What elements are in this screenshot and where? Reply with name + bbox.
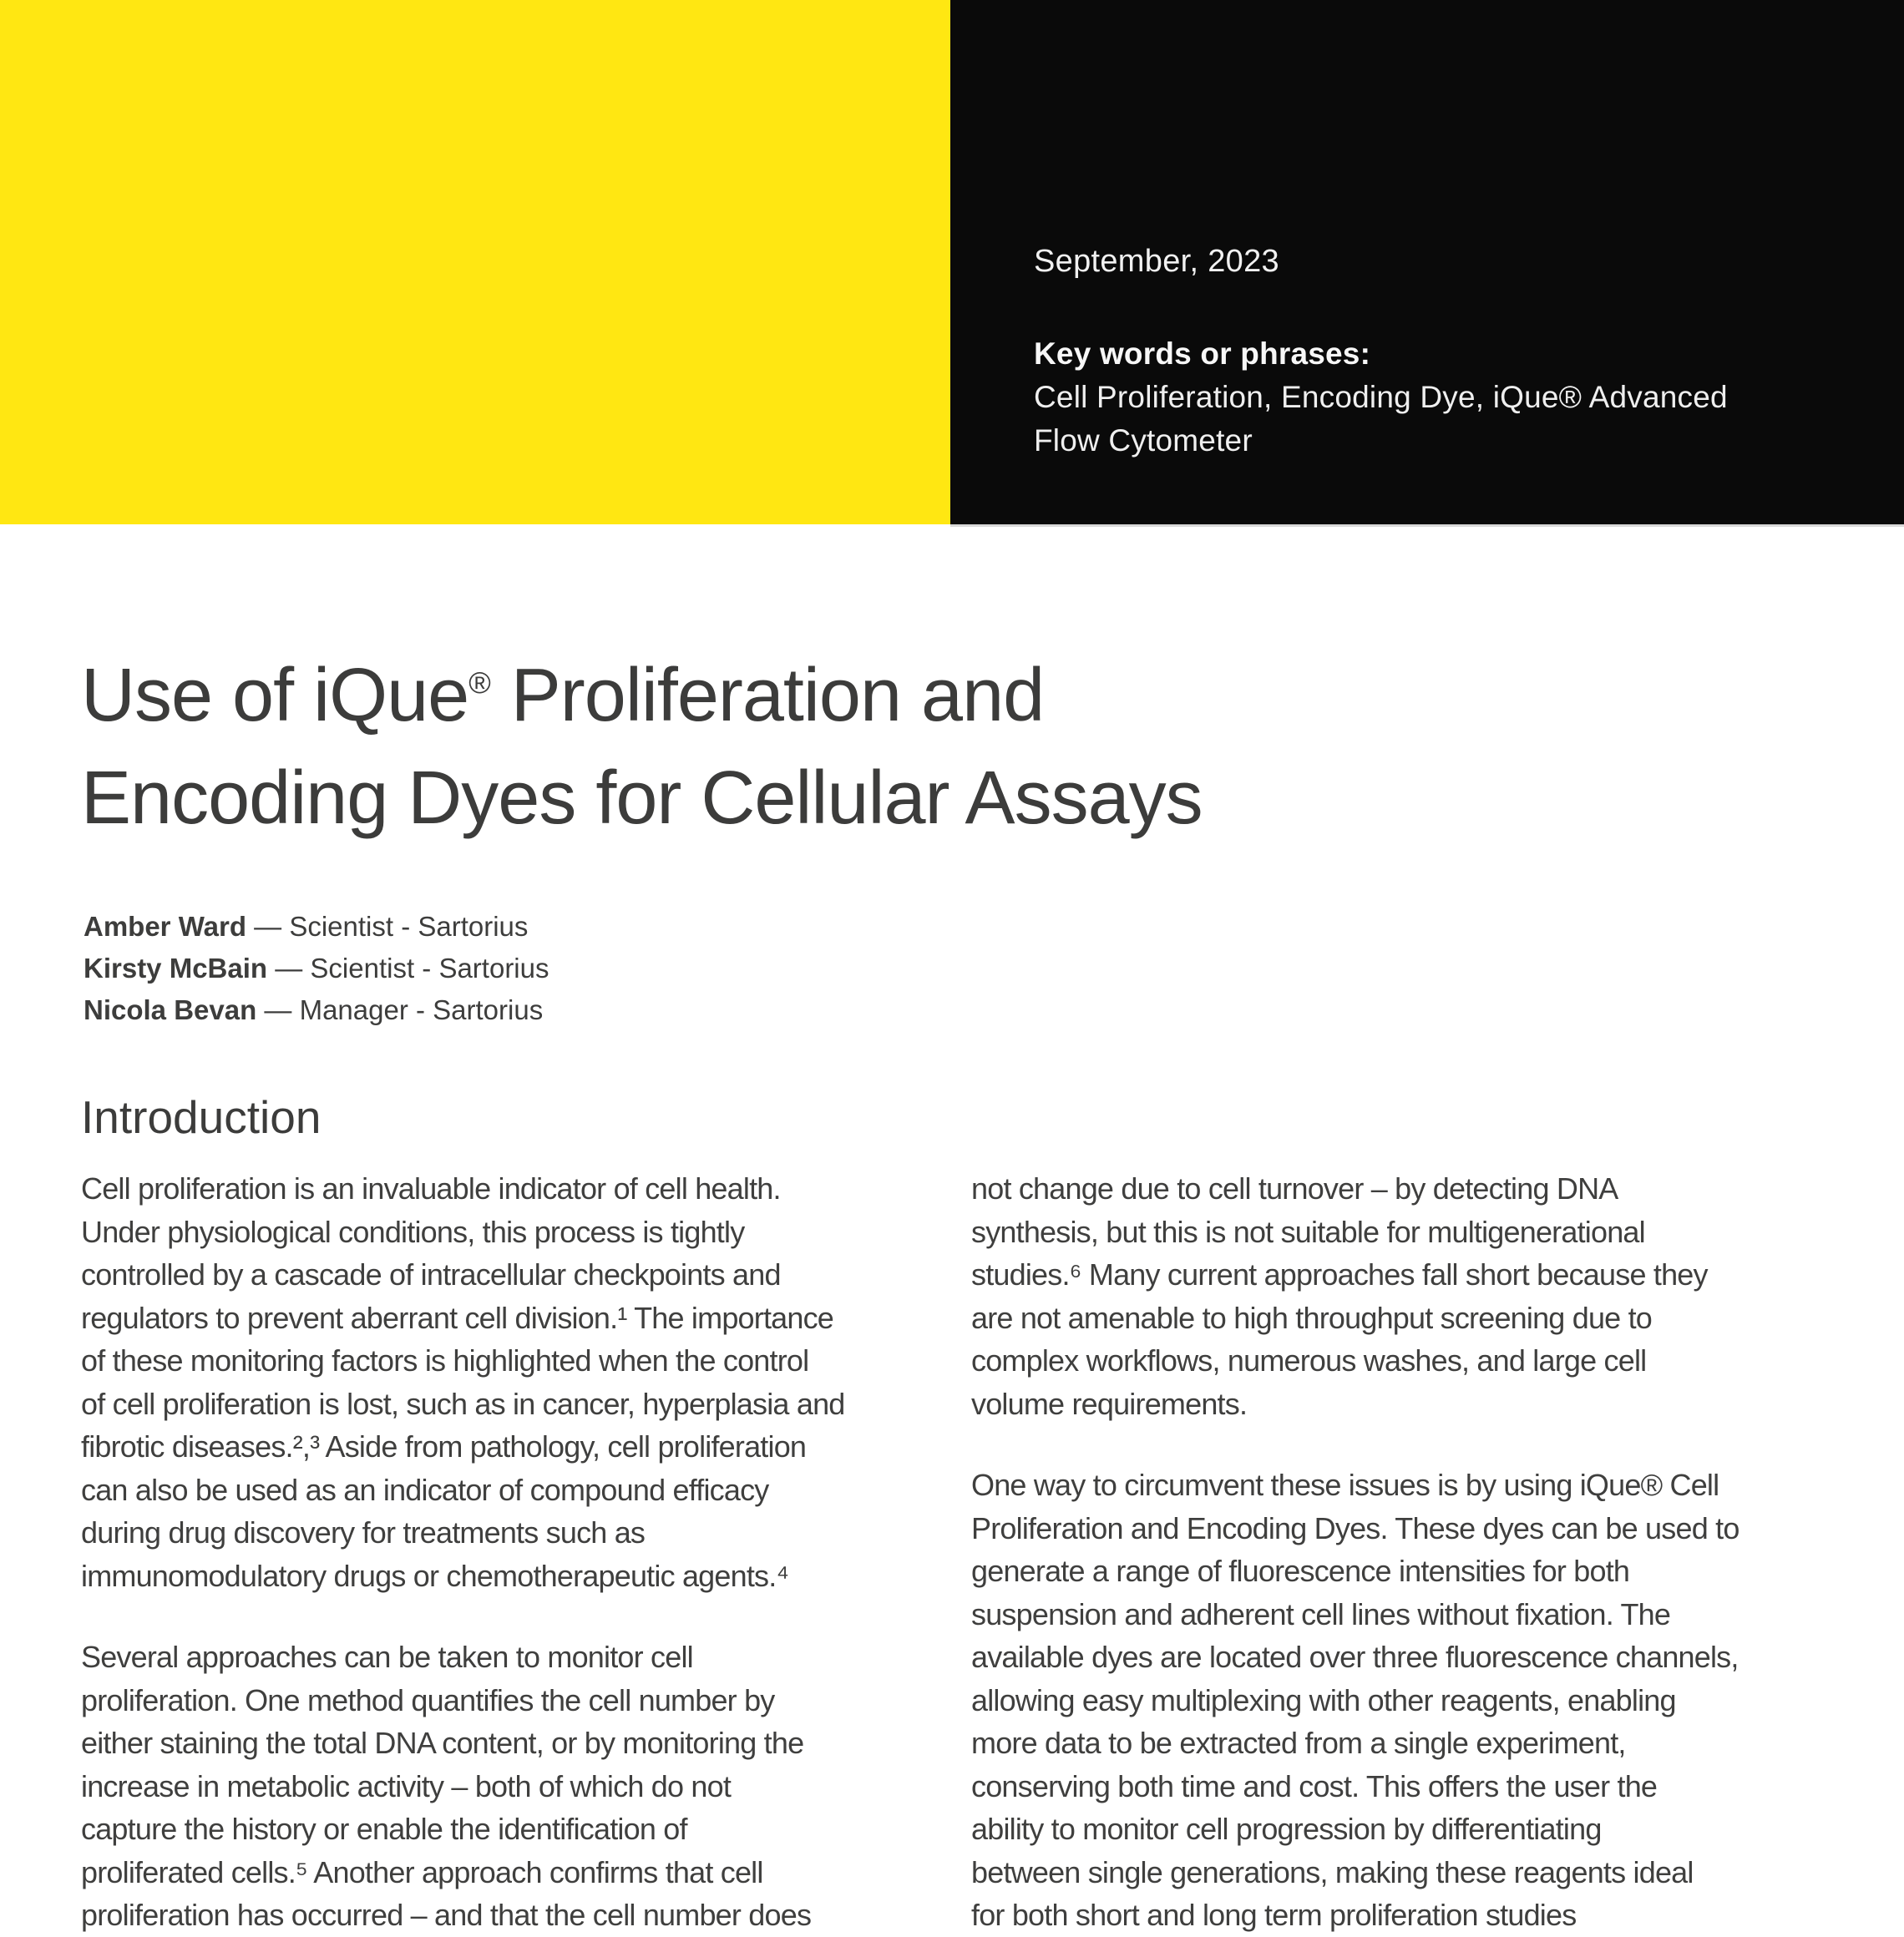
body-line: fibrotic diseases.²,³ Aside from pathology, cell proliferation	[81, 1429, 807, 1464]
keywords-label: Key words or phrases:	[1034, 336, 1371, 371]
body-line: synthesis, but this is not suitable for multigenerational	[971, 1214, 1645, 1249]
brand-yellow-block	[0, 0, 950, 524]
body-line: complex workflows, numerous washes, and large cell	[971, 1343, 1647, 1378]
body-line: between single generations, making these reagents ideal	[971, 1854, 1694, 1889]
title-text: Use of iQue	[81, 654, 469, 737]
body-line: increase in metabolic activity – both of which do not	[81, 1768, 732, 1803]
body-line: immunomodulatory drugs or chemotherapeutic agents.⁴	[81, 1558, 789, 1593]
title-line1	[81, 654, 1044, 737]
body-line: allowing easy multiplexing with other reagents, enabling	[971, 1682, 1676, 1717]
body-line: capture the history or enable the identification of	[81, 1812, 687, 1846]
author-role: — Scientist - Sartorius	[267, 953, 549, 984]
author-name: Nicola Bevan	[84, 994, 257, 1025]
banner-bottom-divider	[950, 524, 1904, 527]
body-line: regulators to prevent aberrant cell division.¹ The importance	[81, 1300, 834, 1335]
body-line: generate a range of fluorescence intensities for both	[971, 1554, 1630, 1588]
body-column-left	[81, 1167, 954, 1937]
introduction-heading: Introduction	[81, 1091, 322, 1143]
body-line: during drug discovery for treatments such as	[81, 1515, 646, 1550]
keywords-block	[1034, 332, 1728, 463]
body-line: Cell proliferation is an invaluable indicator of cell health.	[81, 1171, 781, 1206]
author-role: — Manager - Sartorius	[256, 994, 544, 1025]
body-line: Under physiological conditions, this process is tightly	[81, 1214, 745, 1249]
author-role: — Scientist - Sartorius	[246, 911, 529, 942]
paragraph	[971, 1464, 1858, 1937]
author-row	[84, 989, 549, 1031]
body-line: of these monitoring factors is highlighted when the control	[81, 1343, 809, 1378]
body-line: not change due to cell turnover – by detecting DNA	[971, 1171, 1618, 1206]
author-row	[84, 906, 549, 948]
body-line-clipped: for both short and long term proliferation studies	[971, 1898, 1577, 1932]
body-line: available dyes are located over three fluorescence channels,	[971, 1640, 1739, 1674]
publication-date: September, 2023	[1034, 244, 1279, 279]
paragraph	[81, 1167, 954, 1597]
author-name: Amber Ward	[84, 911, 246, 942]
body-line: of cell proliferation is lost, such as in cancer, hyperplasia and	[81, 1386, 845, 1421]
keywords-line: Flow Cytometer	[1034, 423, 1253, 458]
paragraph	[81, 1636, 954, 1937]
body-line: Proliferation and Encoding Dyes. These dyes can be used to	[971, 1510, 1739, 1545]
author-name: Kirsty McBain	[84, 953, 268, 984]
body-line: studies.⁶ Many current approaches fall short because they	[971, 1257, 1708, 1292]
body-line: One way to circumvent these issues is by using iQue® Cell	[971, 1468, 1719, 1502]
registered-trademark-symbol: ®	[468, 665, 491, 700]
title-line2: Encoding Dyes for Cellular Assays	[81, 756, 1203, 840]
author-row	[84, 948, 549, 989]
document-title	[81, 633, 1203, 850]
title-text: Proliferation and	[490, 654, 1045, 737]
body-line: ability to monitor cell progression by differentiating	[971, 1812, 1602, 1846]
body-line: can also be used as an indicator of compound efficacy	[81, 1472, 769, 1507]
body-line: proliferation. One method quantifies the cell number by	[81, 1682, 775, 1717]
header-black-block	[950, 0, 1904, 524]
body-column-right	[971, 1167, 1858, 1937]
authors-list	[84, 906, 549, 1031]
keywords-line: Cell Proliferation, Encoding Dye, iQue® Advanced	[1034, 380, 1728, 414]
body-line: volume requirements.	[971, 1386, 1248, 1421]
body-line: more data to be extracted from a single experiment,	[971, 1726, 1626, 1760]
paragraph	[971, 1167, 1858, 1425]
body-line: conserving both time and cost. This offers the user the	[971, 1768, 1658, 1803]
body-line: proliferated cells.⁵ Another approach confirms that cell	[81, 1854, 763, 1889]
body-line: either staining the total DNA content, or by monitoring the	[81, 1726, 804, 1760]
body-line-clipped: proliferation has occurred – and that the cell number does	[81, 1898, 812, 1932]
body-line: Several approaches can be taken to monitor cell	[81, 1640, 693, 1674]
body-line: are not amenable to high throughput screening due to	[971, 1300, 1653, 1335]
body-line: controlled by a cascade of intracellular checkpoints and	[81, 1257, 781, 1292]
body-line: suspension and adherent cell lines without fixation. The	[971, 1596, 1671, 1631]
